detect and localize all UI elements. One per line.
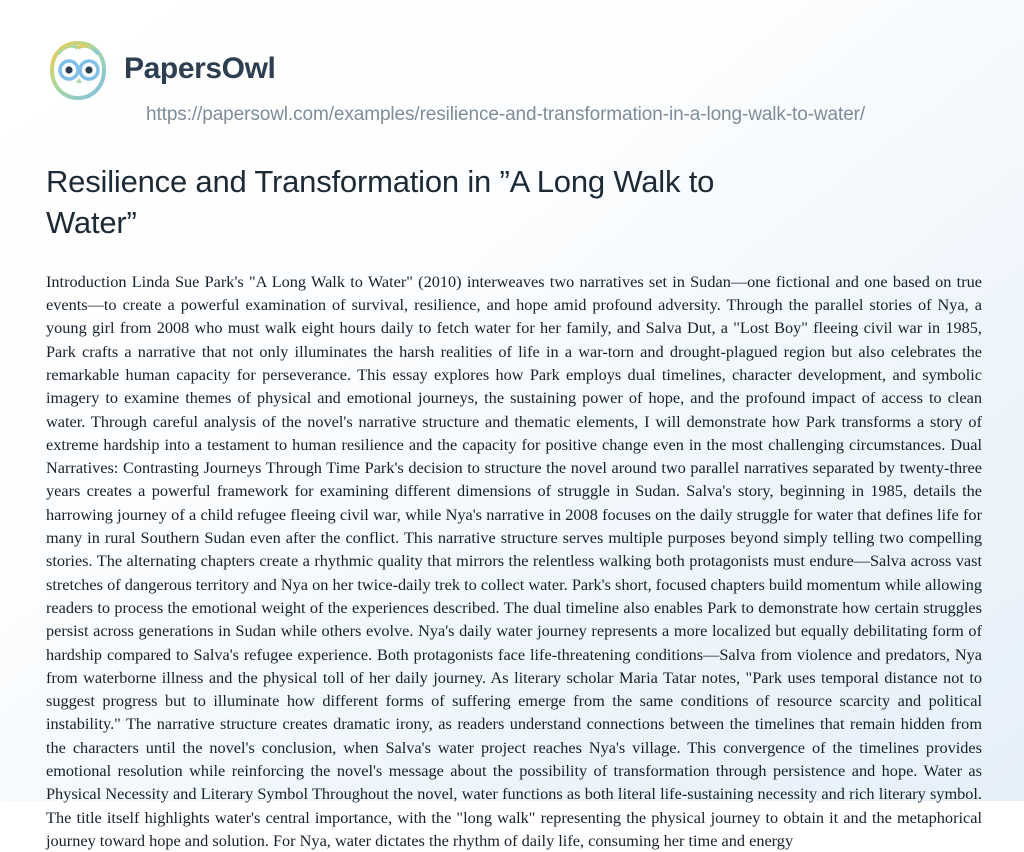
article-body: Introduction Linda Sue Park's "A Long Walk to Water" (2010) interweaves two narratives set in Sudan—one fictional and one based on true events—to create a powerful examination of survival, resilience, and hope amid profound adversity. Through the parallel stories of Nya, a young girl from 2008 who must walk eight hours daily to fetch water for her family, and Salva Dut, a "Lost Boy" fleeing civil war in 1985, Park crafts a narrative that not only illuminates the harsh realities of life in a war-torn and drought-plagued region but also celebrates the remarkable human capacity for perseverance. This essay explores how Park employs dual timelines, character development, and symbolic imagery to examine themes of physical and emotional journeys, the sustaining power of hope, and the profound impact of access to clean water. Through careful analysis of the novel's narrative structure and thematic elements, I will demonstrate how Park transforms a story of extreme hardship into a testament to human resilience and the capacity for positive change even in the most challenging circumstances. Dual Narratives: Contrasting Journeys Through Time Park's decision to structure the novel around two parallel narratives separated by twenty-three years creates a powerful framework for examining different dimensions of struggle in Sudan. Salva's story, beginning in 1985, details the harrowing journey of a child refugee fleeing civil war, while Nya's narrative in 2008 focuses on the daily struggle for water that defines life for many in rural Southern Sudan even after the conflict. This narrative structure serves multiple purposes beyond simply telling two compelling stories. The alternating chapters create a rhythmic quality that mirrors the relentless walking both protagonists must endure—Salva across vast stretches of dangerous territory and Nya on her twice-daily trek to collect water. Park's short, focused chapters build momentum while allowing readers to process the emotional weight of the experiences described. The dual timeline also enables Park to demonstrate how certain struggles persist across generations in Sudan while others evolve. Nya's daily water journey represents a more localized but equally debilitating form of hardship compared to Salva's refugee experience. Both protagonists face life-threatening conditions—Salva from violence and predators, Nya from waterborne illness and the physical toll of her daily journey. As literary scholar Maria Tatar notes, "Park uses temporal distance not to suggest progress but to illuminate how different forms of suffering emerge from the same conditions of resource scarcity and political instability." The narrative structure creates dramatic irony, as readers understand connections between the timelines that remain hidden from the characters until the novel's conclusion, when Salva's water project reaches Nya's village. This convergence of the timelines provides emotional resolution while reinforcing the novel's message about the possibility of transformation through persistence and hope. Water as Physical Necessity and Literary Symbol Throughout the novel, water functions as both literal life-sustaining necessity and rich literary symbol. The title itself highlights water's central importance, with the "long walk" representing the physical journey to obtain it and the metaphorical journey toward hope and solution. For Nya, water dictates the rhythm of daily life, consuming her time and energy — [46, 271, 982, 850]
site-header — [0, 0, 1024, 125]
brand-row[interactable] — [46, 40, 1024, 102]
brand-name: PapersOwl — [124, 52, 276, 85]
page-title: Resilience and Transformation in ”A Long Walk to Water” — [46, 164, 715, 240]
page-url: https://papersowl.com/examples/resilience-and-transformation-in-a-long-walk-to-water/ — [146, 104, 866, 125]
owl-logo-icon — [46, 40, 110, 102]
article-content — [0, 110, 1024, 852]
